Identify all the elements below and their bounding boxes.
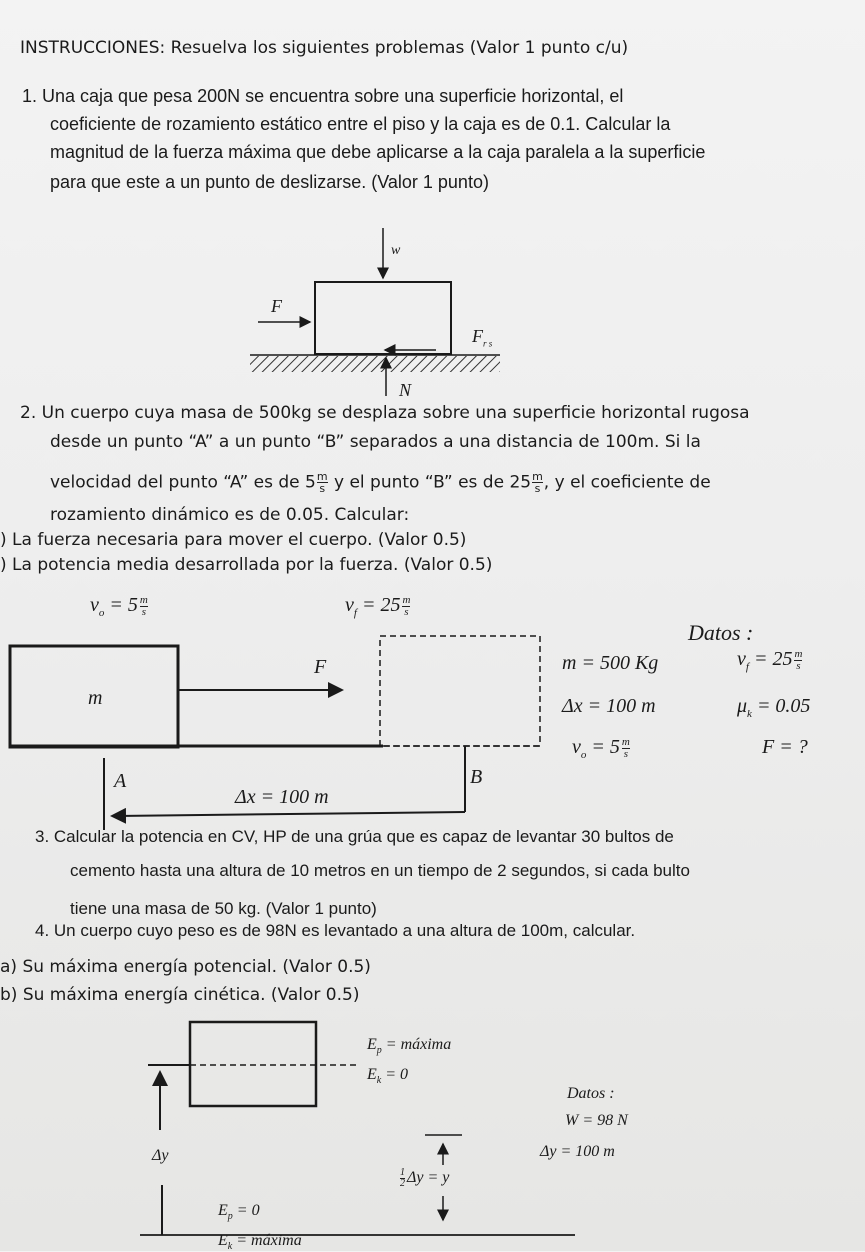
problem2-line: rozamiento dinámico es de 0.05. Calcular:: [50, 505, 410, 525]
problem2-item-b: ) La potencia media desarrollada por la fuerza. (Valor 0.5): [0, 555, 493, 575]
half-dy-label: $\frac{1}{2}$ Δy = y: [400, 1167, 450, 1189]
datos-title: Datos :: [688, 620, 754, 645]
problem4-line: 4. Un cuerpo cuyo peso es de 98N es levantado a una altura de 100m, calcular.: [35, 921, 636, 940]
dy-label: Δy: [152, 1147, 169, 1164]
ep-max-label: $E_p$ = máxima: [367, 1036, 452, 1057]
problem2-line: velocidad del punto “A” es de 5 $\frac{m}{s}$ y el punto “B” es de 25 $\frac{m}{s}$ , y el coeficiente de: [50, 470, 711, 495]
vo-label: $v_o = 5$ $\frac{m}{s}$: [90, 593, 148, 619]
datos-weight: W = 98 N: [565, 1112, 628, 1129]
datos-title-4: Datos :: [567, 1085, 615, 1102]
problem2-line: desde un punto “A” a un punto “B” separados a una distancia de 100m. Si la: [50, 432, 701, 452]
ep-zero-label: $E_p = 0$: [218, 1202, 260, 1223]
label-w: w: [391, 243, 401, 258]
problem3-line: cemento hasta una altura de 10 metros en un tiempo de 2 segundos, si cada bulto: [70, 861, 690, 880]
label-fr: $F_{r s}$: [472, 326, 493, 349]
problem1-line: magnitud de la fuerza máxima que debe aplicarse a la caja paralela a la superficie: [50, 142, 706, 162]
label-n: N: [399, 380, 412, 400]
problem1-line: para que este a un punto de deslizarse. (Valor 1 punto): [50, 172, 489, 192]
datos-height: Δy = 100 m: [540, 1143, 615, 1160]
datos-mu: $\mu_k = 0.05$: [737, 695, 811, 720]
datos-distance: Δx = 100 m: [562, 695, 656, 717]
datos-vf: $v_f = 25$ $\frac{m}{s}$: [737, 647, 803, 673]
problem1-line: coeficiente de rozamiento estático entre el piso y la caja es de 0.1. Calcular la: [50, 114, 671, 134]
force-label: F: [314, 656, 327, 678]
distance-label: Δx = 100 m: [235, 786, 329, 808]
problem1-line: 1. Una caja que pesa 200N se encuentra sobre una superficie horizontal, el: [22, 86, 624, 106]
ek-max-label: $E_k$ = máxima: [218, 1232, 302, 1252]
datos-vo: $v_o = 5$ $\frac{m}{s}$: [572, 735, 630, 761]
problem3-line: tiene una masa de 50 kg. (Valor 1 punto): [70, 899, 377, 918]
ek-zero-label: $E_k = 0$: [367, 1066, 409, 1087]
datos-mass: m = 500 Kg: [562, 652, 659, 674]
problem2-item-a: ) La fuerza necesaria para mover el cuerpo. (Valor 0.5): [0, 530, 467, 550]
point-b-label: B: [470, 766, 483, 788]
label-f: F: [271, 296, 282, 316]
point-a-label: A: [114, 770, 127, 792]
lifted-box: [190, 1022, 316, 1106]
mass-label: m: [88, 687, 103, 709]
vf-label: $v_f = 25$ $\frac{m}{s}$: [345, 593, 411, 619]
problem3-line: 3. Calcular la potencia en CV, HP de una grúa que es capaz de levantar 30 bultos de: [35, 827, 674, 846]
problem2-line: 2. Un cuerpo cuya masa de 500kg se desplaza sobre una superficie horizontal rugosa: [20, 403, 750, 423]
problem4-item-a: a) Su máxima energía potencial. (Valor 0.5): [0, 957, 371, 977]
problem4-item-b: b) Su máxima energía cinética. (Valor 0.5): [0, 985, 360, 1005]
instructions-heading: INSTRUCCIONES: Resuelva los siguientes problemas (Valor 1 punto c/u): [20, 38, 629, 58]
datos-force: F = ?: [762, 736, 808, 758]
